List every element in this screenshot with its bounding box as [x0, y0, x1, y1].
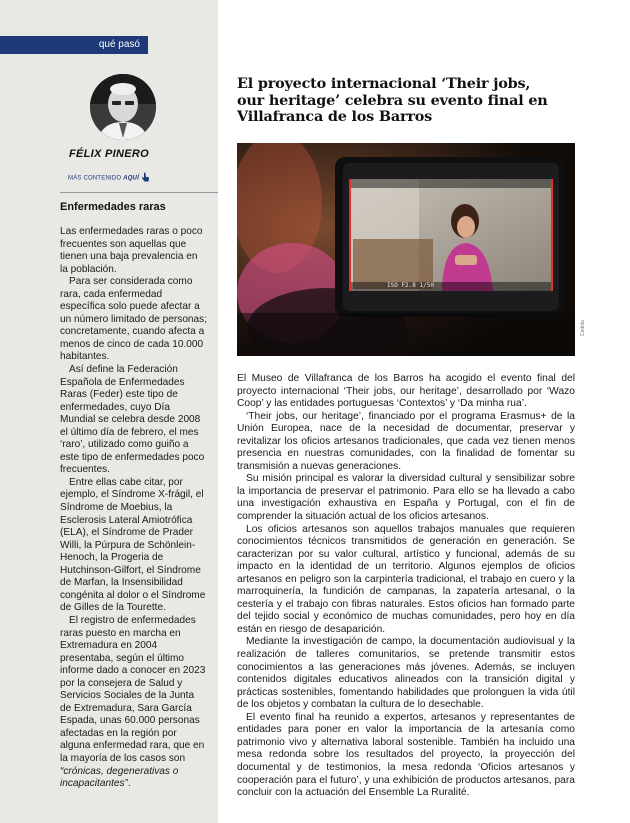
camera-readout: ISO F2.8 1/50 — [387, 282, 434, 289]
article-body — [237, 373, 575, 800]
article-paragraph: Su misión principal es valorar la diversidad cultural y sensibilizar sobre la importancia de preservar el patrimonio. Para ello se ha llevado a cabo una investigación exhaustiva en España y Portugal, con el fin de comprender la situación actual de los oficios artesanos. — [237, 473, 575, 523]
article-paragraph: ‘Their jobs, our heritage’, financiado por el programa Erasmus+ de la Unión Europea, nace de la necesidad de documentar, preservar y revitalizar los oficios artesanos tradicionales, que cada vez tienen menos presencia en nuestras comunidades, con la finalidad de fomentar su transmisión a nuevas generaciones. — [237, 410, 575, 472]
photo-credit: Cedida — [580, 320, 586, 336]
sidebar-paragraph-text: El registro de enfermedades raras puesto en marcha en Extremadura en 2004 presentaba, según el último informe dado a conocer en 2023 por la consejera de Salud y Servicios Sociales de la Junta de Extremadura, Sara García Espada, unas 60.000 personas afectadas en la región por alguna enfermedad rara, que en la mayoría de los casos son — [60, 614, 206, 764]
article-photo — [237, 143, 575, 356]
article-paragraph: El Museo de Villafranca de los Barros ha acogido el evento final del proyecto internacional ‘Their jobs, our heritage’, desarrollado por ‘Wazo Coop’ y las entidades portuguesas ‘Contextos’ y ‘Da minha rua’. — [237, 373, 575, 410]
article-paragraph: Mediante la investigación de campo, la documentación audiovisual y la realización de talleres comunitarios, se pretende transmitir estos conocimientos a las generaciones más jóvenes. Además, se incluyen contenidos digitales educativos alineados con la transición digital y prácticas sostenibles, fomentando habilidades que prolonguen la vida útil de los objetos y combatan la cultura de lo desechable. — [237, 636, 575, 711]
more-content-here[interactable]: AQUÍ — [123, 175, 139, 182]
author-avatar — [90, 74, 156, 140]
hand-cursor-icon — [141, 172, 150, 184]
sidebar — [0, 0, 218, 823]
sidebar-body — [60, 226, 208, 791]
article-paragraph: El evento final ha reunido a expertos, artesanos y representantes de entidades para poner en valor la importancia de la artesanía como patrimonio vivo y alternativa laboral sostenible. También ha incluido una mesa redonda sobre los resultados del proyecto, la proyección del documental y de testimonios, la mesa redonda ‘Oficios artesanos y cooperación para el futuro’, y una exhibición de productos artesanos, para concluir con la actuación del Ensemble La Ruralité. — [237, 711, 575, 799]
sidebar-paragraph: Las enfermedades raras o poco frecuentes son aquellas que tienen una baja prevalencia en la población. — [60, 226, 203, 275]
more-content-prefix: MÁS CONTENIDO — [68, 175, 124, 182]
article-title: El proyecto internacional ‘Their jobs, our heritage’ celebra su evento final en Villafranca de los Barros — [237, 75, 548, 125]
sidebar-quote-end: . — [127, 778, 131, 790]
sidebar-paragraph-last — [60, 615, 208, 791]
sidebar-paragraph: Así define la Federación Española de Enfermedades Raras (Feder) este tipo de enfermedades, cuyo Día Mundial se celebra desde 2008 el último día de febrero, el mes ‘raro’, utilizado como guiño a este tipo de enfermedades poco frecuentes. — [60, 364, 205, 476]
sidebar-paragraph: Entre ellas cabe citar, por ejemplo, el Síndrome X-frágil, el Síndrome de Moebius, la Esclerosis Lateral Amiotrófica (ELA), el Síndrome de Prader Willi, la Púrpura de Schönlein-Henoch, la Progeria de Hutchinson-Gilfort, el Síndrome de Marfan, la Insensibilidad congénita al dolor o el Síndrome de Gilles de la Tourette. — [60, 476, 206, 614]
sidebar-divider — [60, 192, 218, 193]
more-content-link[interactable] — [0, 172, 218, 184]
section-tab: qué pasó — [0, 36, 148, 54]
article-paragraph: Los oficios artesanos son aquellos trabajos manuales que requieren conocimientos técnicos transmitidos de generación en generación. Se caracterizan por su valor cultural, artístico y funcional, además de su impacto en la identidad de un territorio. Algunos ejemplos de oficios artesanos en peligro son la carpintería tradicional, el trabajo en cuero y la marroquinería, la fundición de campanas, la zapatería artesanal, o la cestería y el trabajo con fibras naturales. Estos oficios han formado parte del tejido social y económico de muchas comunidades, pero hoy en día están en riesgo de desaparición. — [237, 523, 575, 635]
author-name: FÉLIX PINERO — [69, 148, 149, 160]
sidebar-paragraph: Para ser considerada como rara, cada enfermedad específica solo puede afectar a un número limitado de personas; concretamente, cuando afecta a menos de cinco de cada 10.000 habitantes. — [60, 276, 208, 363]
sidebar-heading: Enfermedades raras — [60, 201, 166, 213]
sidebar-quote: “crónicas, degenerativas o incapacitantes” — [60, 765, 179, 790]
